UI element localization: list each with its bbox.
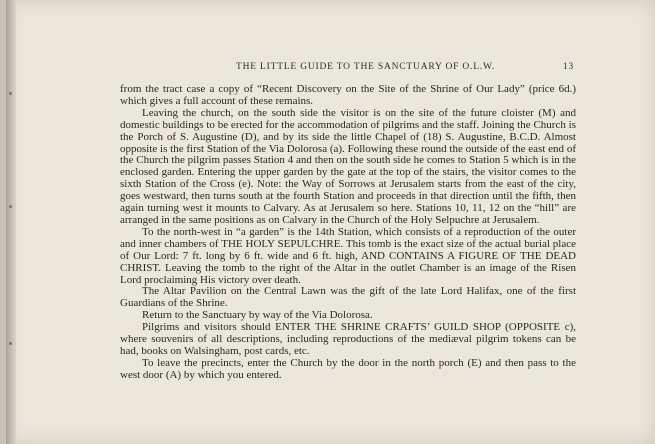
running-title: THE LITTLE GUIDE TO THE SANCTUARY OF O.L.W. — [236, 62, 496, 72]
paragraph: To the north-west in “a garden” is the 14th Station, which consists of a reproduction of the outer and inner chambers of THE HOLY SEPULCHRE. This tomb is the exact size of the actual burial place of Our Lord: 7 ft. long by 6 ft. wide and 6 ft. high, AND CONTAINS A FIGURE OF THE DEAD CHRIST. Leaving the tomb to the right of the Altar in the outlet Chamber is an image of the Risen Lord proclaiming His victory over death. — [120, 225, 576, 286]
running-header — [86, 62, 574, 78]
page-number: 13 — [562, 62, 574, 72]
paragraph: from the tract case a copy of “Recent Discovery on the Site of the Shrine of Our Lady” (price 6d.) which gives a full account of these remains. — [120, 83, 576, 107]
paragraph: To leave the precincts, enter the Church by the door in the north porch (E) and then pass to the west door (A) by which you entered. — [120, 356, 576, 381]
binding-hole — [9, 205, 12, 208]
binding-hole — [9, 342, 12, 345]
paragraph: Return to the Sanctuary by way of the Via Dolorosa. — [142, 309, 373, 322]
binding-hole — [9, 92, 12, 95]
paragraph: The Altar Pavilion on the Central Lawn was the gift of the late Lord Halifax, one of the first Guardians of the Shrine. — [120, 285, 576, 310]
paragraph: Pilgrims and visitors should ENTER THE SHRINE CRAFTS’ GUILD SHOP (OPPOSITE c), where souvenirs of all descriptions, including reproductions of the mediæval pilgrim tokens can be had, books on Walsingham, post cards, etc. — [120, 321, 576, 357]
body-text — [120, 84, 576, 382]
book-spine-shadow — [6, 0, 16, 444]
book-page — [6, 0, 655, 444]
paragraph: Leaving the church, on the south side the visitor is on the site of the future cloister (M) and domestic buildings to be erected for the accommodation of pilgrims and the staff. Joining the Church is the Porch of S. Augustine (D), and by its side the little Chapel of (18) S. Augustine, B.C.D. Almost opposite is the first Station of the Via Dolorosa (a). Following these round the outside of the east end of the Church the pilgrim passes Station 4 and then on the south side he comes to Station 5 which is in the enclosed garden. Entering the upper garden by the gate at the top of the stairs, the visitor comes to the sixth Station of the Cross (e). Note: the Way of Sorrows at Jerusalem starts from the east of the city, goes westward, then turns south at the fourth Station and proceeds in that direction until the fifth, then again turning west it mounts to Calvary. As at Jerusalem so here. Stations 10, 11, 12 on the “hill” are arranged in the same positions as on Calvary in the Church of the Holy Selpuchre at Jerusalem. — [120, 106, 576, 226]
